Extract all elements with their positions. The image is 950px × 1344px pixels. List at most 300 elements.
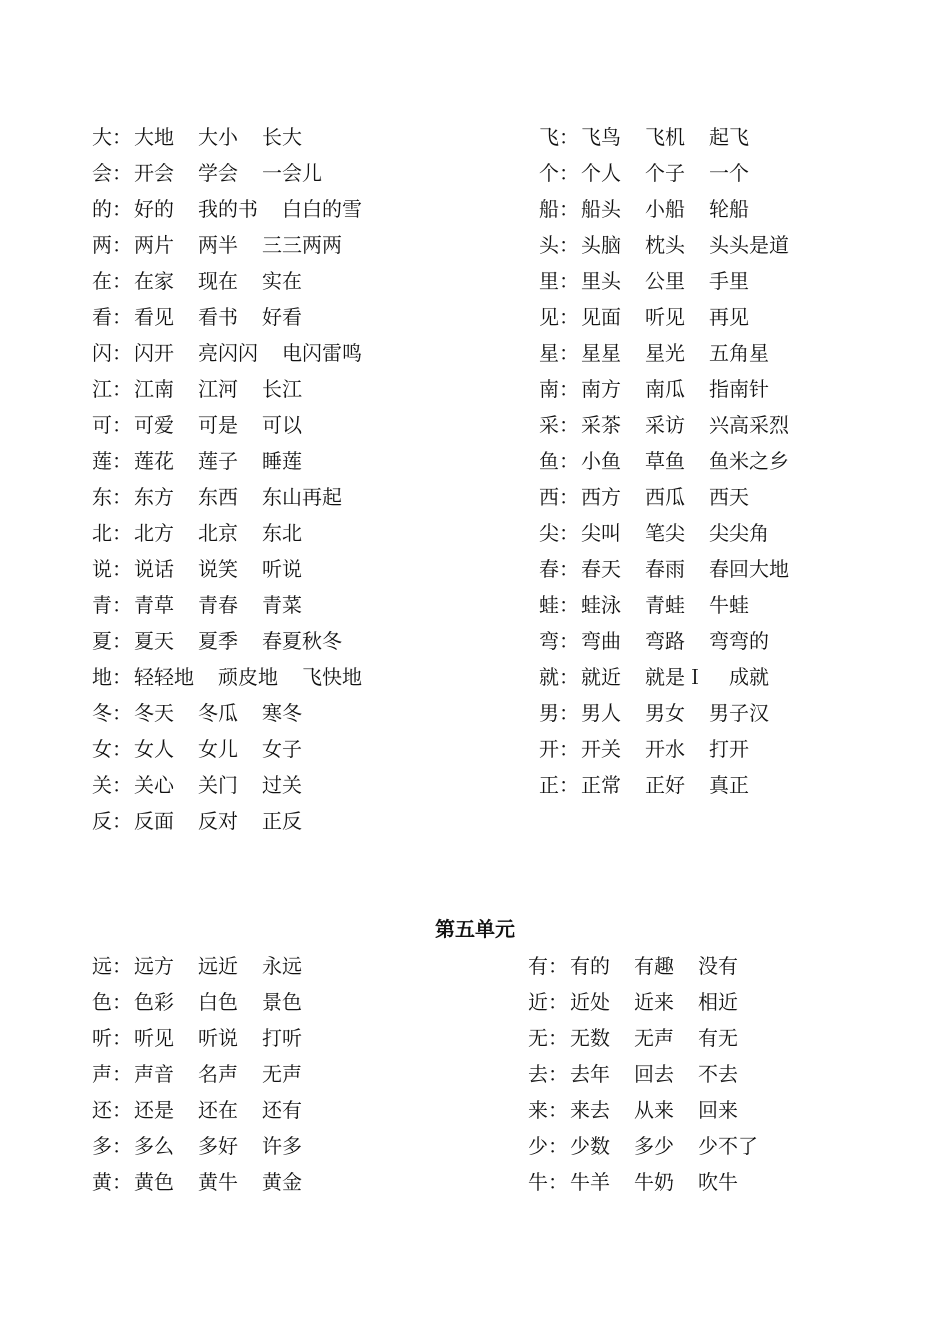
vocab-word: 听说 [198,1026,238,1050]
colon-separator: ： [559,197,579,221]
vocab-word: 开关 [581,737,621,761]
vocab-word: 实在 [262,269,302,293]
vocab-word: 春回大地 [709,557,789,581]
colon-separator: ： [112,125,132,149]
colon-separator: ： [559,413,579,437]
vocab-word: 白白的雪 [282,197,362,221]
vocab-word: 不去 [698,1062,738,1086]
vocab-character: 星 [539,341,559,365]
colon-separator: ： [559,377,579,401]
vocab-character: 说 [92,557,112,581]
colon-separator: ： [559,521,579,545]
vocab-word: 回来 [698,1098,738,1122]
vocab-word: 飞快地 [302,665,362,689]
vocab-character: 就 [539,665,559,689]
vocab-character: 听 [92,1026,112,1050]
vocab-entry [92,808,326,834]
vocab-character: 远 [92,954,112,978]
vocab-word: 一会儿 [262,161,322,185]
vocab-entry [528,1025,762,1051]
vocab-word: 青蛙 [645,593,685,617]
vocab-entry [92,772,326,798]
vocab-entry [539,232,813,258]
vocab-word: 听见 [645,305,685,329]
vocab-entry [528,1097,762,1123]
vocab-word: 真正 [709,773,749,797]
vocab-word: 可爱 [134,413,174,437]
colon-separator: ： [559,737,579,761]
vocab-entry [528,1133,782,1159]
vocab-word: 冬瓜 [198,701,238,725]
vocab-entry [539,268,773,294]
vocab-word: 打听 [262,1026,302,1050]
vocab-entry [539,664,793,690]
colon-separator: ： [112,521,132,545]
vocab-character: 在 [92,269,112,293]
vocab-word: 春雨 [645,557,685,581]
vocab-word: 有的 [570,954,610,978]
vocab-character: 船 [539,197,559,221]
vocab-entry [539,484,773,510]
vocab-word: 说话 [134,557,174,581]
vocab-word: 正好 [645,773,685,797]
colon-separator: ： [112,197,132,221]
vocab-word: 小船 [645,197,685,221]
vocab-word: 再见 [709,305,749,329]
vocab-word: 男人 [581,701,621,725]
vocab-word: 少数 [570,1134,610,1158]
vocab-character: 弯 [539,629,559,653]
vocab-entry [539,304,773,330]
vocab-word: 还有 [262,1098,302,1122]
vocab-word: 起飞 [709,125,749,149]
colon-separator: ： [559,161,579,185]
vocab-entry [92,124,326,150]
vocab-word: 可以 [262,413,302,437]
vocab-word: 江河 [198,377,238,401]
vocab-character: 看 [92,305,112,329]
vocab-character: 色 [92,990,112,1014]
vocab-word: 春天 [581,557,621,581]
vocab-word: 女儿 [198,737,238,761]
vocab-entry [92,953,326,979]
vocab-word: 学会 [198,161,238,185]
vocab-word: 电闪雷鸣 [282,341,362,365]
vocab-entry [539,448,813,474]
vocab-word: 尖尖角 [709,521,769,545]
vocab-entry [539,196,773,222]
vocab-word: 看书 [198,305,238,329]
vocab-character: 多 [92,1134,112,1158]
colon-separator: ： [112,593,132,617]
vocab-entry [92,1025,326,1051]
colon-separator: ： [112,809,132,833]
vocab-entry [92,232,366,258]
vocab-character: 东 [92,485,112,509]
vocab-word: 南方 [581,377,621,401]
colon-separator: ： [559,593,579,617]
vocab-word: 青春 [198,593,238,617]
vocab-character: 头 [539,233,559,257]
vocab-entry [92,1169,326,1195]
vocab-word: 弯弯的 [709,629,769,653]
colon-separator: ： [548,954,568,978]
vocab-word: 西瓜 [645,485,685,509]
vocab-word: 小鱼 [581,449,621,473]
vocab-word: 三三两两 [262,233,342,257]
colon-separator: ： [112,737,132,761]
vocab-entry [92,160,346,186]
vocab-word: 见面 [581,305,621,329]
vocab-word: 色彩 [134,990,174,1014]
vocab-word: 东方 [134,485,174,509]
vocab-word: 好的 [134,197,174,221]
vocab-word: 鱼米之乡 [709,449,789,473]
vocab-character: 开 [539,737,559,761]
vocab-word: 看见 [134,305,174,329]
vocab-word: 长江 [262,377,302,401]
vocab-entry [92,268,326,294]
vocab-word: 黄色 [134,1170,174,1194]
vocab-entry [92,520,326,546]
vocab-word: 关心 [134,773,174,797]
colon-separator: ： [559,701,579,725]
vocab-word: 牛蛙 [709,593,749,617]
vocab-character: 女 [92,737,112,761]
vocab-word: 就是Ｉ [645,665,705,689]
colon-separator: ： [112,269,132,293]
vocab-word: 听见 [134,1026,174,1050]
colon-separator: ： [548,990,568,1014]
colon-separator: ： [112,233,132,257]
vocab-word: 相近 [698,990,738,1014]
colon-separator: ： [559,341,579,365]
vocab-word: 船头 [581,197,621,221]
vocab-word: 采茶 [581,413,621,437]
vocab-word: 女人 [134,737,174,761]
vocab-word: 反对 [198,809,238,833]
vocab-character: 声 [92,1062,112,1086]
vocab-word: 轮船 [709,197,749,221]
vocab-word: 来去 [570,1098,610,1122]
vocab-character: 近 [528,990,548,1014]
vocab-word: 飞机 [645,125,685,149]
vocab-word: 我的书 [198,197,258,221]
vocab-word: 牛奶 [634,1170,674,1194]
vocab-entry [92,1133,326,1159]
vocab-character: 大 [92,125,112,149]
vocab-word: 星星 [581,341,621,365]
vocab-character: 黄 [92,1170,112,1194]
vocab-word: 男女 [645,701,685,725]
colon-separator: ： [559,485,579,509]
vocab-word: 远近 [198,954,238,978]
vocab-character: 有 [528,954,548,978]
vocab-word: 指南针 [709,377,769,401]
colon-separator: ： [112,1098,132,1122]
vocab-character: 可 [92,413,112,437]
vocab-word: 有无 [698,1026,738,1050]
vocab-word: 远方 [134,954,174,978]
vocab-entry [92,592,326,618]
vocab-entry [92,664,386,690]
vocab-word: 青菜 [262,593,302,617]
vocab-word: 无数 [570,1026,610,1050]
colon-separator: ： [548,1134,568,1158]
vocab-character: 见 [539,305,559,329]
vocab-word: 男子汉 [709,701,769,725]
vocab-word: 打开 [709,737,749,761]
colon-separator: ： [548,1098,568,1122]
vocab-character: 的 [92,197,112,221]
vocab-word: 好看 [262,305,302,329]
vocab-word: 寒冬 [262,701,302,725]
vocab-word: 弯曲 [581,629,621,653]
vocab-word: 北方 [134,521,174,545]
vocab-entry [528,1061,762,1087]
vocab-word: 反面 [134,809,174,833]
vocab-word: 夏天 [134,629,174,653]
vocab-word: 春夏秋冬 [262,629,342,653]
vocab-character: 会 [92,161,112,185]
vocab-word: 许多 [262,1134,302,1158]
vocab-word: 青草 [134,593,174,617]
vocab-word: 五角星 [709,341,769,365]
vocab-word: 牛羊 [570,1170,610,1194]
vocab-character: 蛙 [539,593,559,617]
colon-separator: ： [559,629,579,653]
vocab-word: 可是 [198,413,238,437]
vocab-character: 去 [528,1062,548,1086]
vocab-character: 两 [92,233,112,257]
colon-separator: ： [112,954,132,978]
vocab-character: 江 [92,377,112,401]
vocab-entry [539,124,773,150]
vocab-character: 里 [539,269,559,293]
vocab-entry [92,340,386,366]
vocab-word: 草鱼 [645,449,685,473]
vocab-word: 笔尖 [645,521,685,545]
vocab-word: 现在 [198,269,238,293]
vocab-word: 兴高采烈 [709,413,789,437]
vocab-word: 里头 [581,269,621,293]
colon-separator: ： [548,1026,568,1050]
vocab-entry [92,1097,326,1123]
vocab-word: 尖叫 [581,521,621,545]
vocab-word: 公里 [645,269,685,293]
vocab-word: 南瓜 [645,377,685,401]
vocab-word: 手里 [709,269,749,293]
vocab-word: 还在 [198,1098,238,1122]
vocab-word: 弯路 [645,629,685,653]
vocab-character: 无 [528,1026,548,1050]
vocab-entry [92,304,326,330]
vocab-word: 东山再起 [262,485,342,509]
vocab-entry [92,196,386,222]
colon-separator: ： [548,1170,568,1194]
vocab-entry [539,160,773,186]
colon-separator: ： [112,341,132,365]
colon-separator: ： [112,701,132,725]
vocab-character: 牛 [528,1170,548,1194]
vocab-word: 顽皮地 [218,665,278,689]
colon-separator: ： [112,1062,132,1086]
vocab-word: 有趣 [634,954,674,978]
colon-separator: ： [559,557,579,581]
vocab-word: 西方 [581,485,621,509]
vocab-word: 名声 [198,1062,238,1086]
colon-separator: ： [112,1170,132,1194]
vocab-character: 飞 [539,125,559,149]
vocab-entry [92,989,326,1015]
vocab-word: 枕头 [645,233,685,257]
vocab-word: 两半 [198,233,238,257]
vocab-entry [539,592,773,618]
vocab-character: 个 [539,161,559,185]
vocab-word: 江南 [134,377,174,401]
vocab-word: 女子 [262,737,302,761]
colon-separator: ： [112,1134,132,1158]
vocab-entry [92,556,326,582]
vocab-character: 反 [92,809,112,833]
vocab-character: 南 [539,377,559,401]
vocab-entry [528,953,762,979]
vocab-entry [92,628,366,654]
vocab-entry [539,700,793,726]
vocab-entry [92,736,326,762]
vocab-word: 北京 [198,521,238,545]
vocab-word: 夏季 [198,629,238,653]
vocab-word: 正反 [262,809,302,833]
vocab-word: 一个 [709,161,749,185]
vocab-word: 在家 [134,269,174,293]
colon-separator: ： [112,485,132,509]
vocab-entry [92,484,366,510]
vocab-word: 轻轻地 [134,665,194,689]
vocab-word: 莲花 [134,449,174,473]
vocab-word: 长大 [262,125,302,149]
vocab-word: 多少 [634,1134,674,1158]
colon-separator: ： [112,449,132,473]
vocab-character: 关 [92,773,112,797]
vocab-character: 北 [92,521,112,545]
colon-separator: ： [112,413,132,437]
vocab-word: 近处 [570,990,610,1014]
vocab-entry [92,448,326,474]
colon-separator: ： [559,269,579,293]
colon-separator: ： [112,377,132,401]
vocab-word: 无声 [262,1062,302,1086]
vocab-word: 采访 [645,413,685,437]
vocab-character: 春 [539,557,559,581]
vocab-entry [92,376,326,402]
colon-separator: ： [112,557,132,581]
vocab-word: 过关 [262,773,302,797]
vocab-word: 回去 [634,1062,674,1086]
vocab-word: 无声 [634,1026,674,1050]
colon-separator: ： [112,990,132,1014]
vocab-character: 夏 [92,629,112,653]
vocab-word: 成就 [729,665,769,689]
vocab-character: 正 [539,773,559,797]
vocab-word: 闪开 [134,341,174,365]
vocab-word: 莲子 [198,449,238,473]
vocab-word: 永远 [262,954,302,978]
vocab-word: 飞鸟 [581,125,621,149]
colon-separator: ： [112,773,132,797]
vocab-character: 冬 [92,701,112,725]
colon-separator: ： [112,305,132,329]
vocab-word: 景色 [262,990,302,1014]
vocab-entry [539,412,813,438]
vocab-word: 就近 [581,665,621,689]
vocab-word: 开水 [645,737,685,761]
vocab-entry [539,736,773,762]
vocab-entry [539,520,793,546]
vocab-word: 关门 [198,773,238,797]
vocab-character: 西 [539,485,559,509]
vocab-character: 鱼 [539,449,559,473]
vocab-word: 东北 [262,521,302,545]
colon-separator: ： [548,1062,568,1086]
vocab-entry [539,628,793,654]
vocab-entry [539,340,793,366]
vocab-character: 闪 [92,341,112,365]
vocab-character: 莲 [92,449,112,473]
vocab-word: 没有 [698,954,738,978]
vocab-character: 青 [92,593,112,617]
colon-separator: ： [559,665,579,689]
vocab-entry [92,700,326,726]
vocab-word: 大地 [134,125,174,149]
vocab-character: 地 [92,665,112,689]
vocab-word: 近来 [634,990,674,1014]
vocab-word: 听说 [262,557,302,581]
vocab-word: 个子 [645,161,685,185]
vocab-entry [539,376,793,402]
vocab-word: 头脑 [581,233,621,257]
vocab-character: 还 [92,1098,112,1122]
vocab-entry [92,412,326,438]
vocab-word: 两片 [134,233,174,257]
vocab-word: 头头是道 [709,233,789,257]
vocab-word: 声音 [134,1062,174,1086]
vocab-entry [92,1061,326,1087]
vocab-word: 大小 [198,125,238,149]
vocab-character: 男 [539,701,559,725]
vocab-character: 采 [539,413,559,437]
vocab-character: 少 [528,1134,548,1158]
colon-separator: ： [112,665,132,689]
vocab-entry [528,1169,762,1195]
vocab-word: 多么 [134,1134,174,1158]
colon-separator: ： [112,629,132,653]
colon-separator: ： [559,773,579,797]
vocab-word: 东西 [198,485,238,509]
vocab-character: 来 [528,1098,548,1122]
vocab-word: 去年 [570,1062,610,1086]
vocab-word: 少不了 [698,1134,758,1158]
colon-separator: ： [559,233,579,257]
vocab-word: 正常 [581,773,621,797]
vocab-word: 还是 [134,1098,174,1122]
colon-separator: ： [559,125,579,149]
vocab-word: 星光 [645,341,685,365]
vocab-word: 从来 [634,1098,674,1122]
vocab-entry [528,989,762,1015]
vocab-word: 吹牛 [698,1170,738,1194]
vocab-word: 个人 [581,161,621,185]
